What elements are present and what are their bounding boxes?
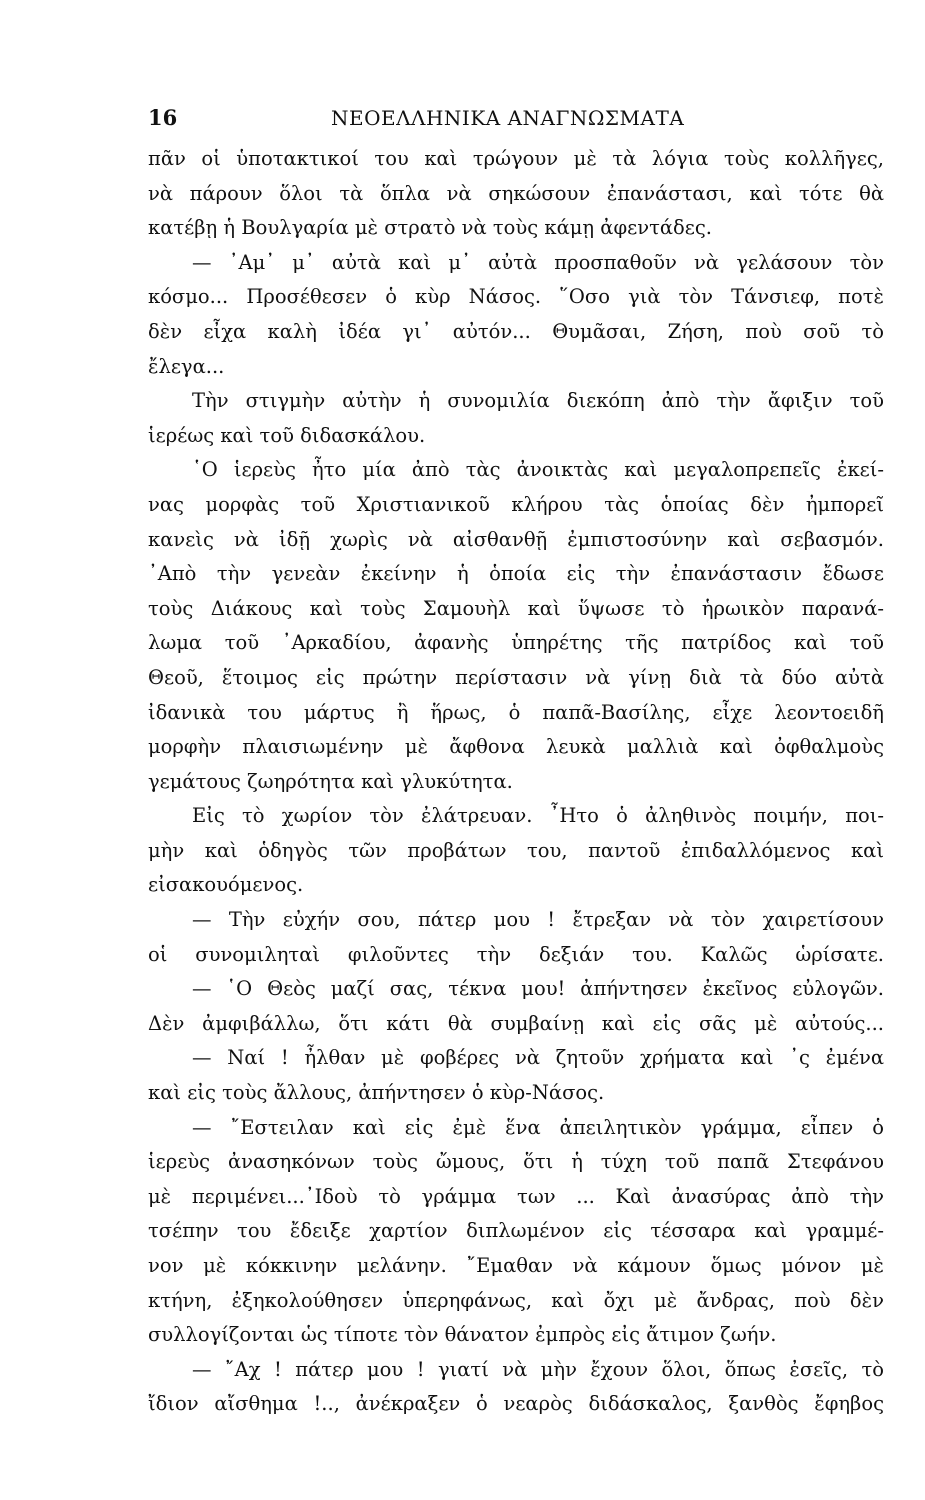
text-line: κόσμο... Προσέθεσεν ὁ κὺρ Νάσος. ῞Οσο γιὰ τὸν Τάνσιεφ, ποτὲ — [148, 285, 884, 309]
text-line: τοὺς Διάκους καὶ τοὺς Σαμουὴλ καὶ ὕψωσε τὸ ἡρωικὸν παρανά- — [148, 596, 884, 620]
text-line: — ῎Εστειλαν καὶ εἰς ἐμὲ ἕνα ἀπειλητικὸν γράμμα, εἶπεν ὁ — [192, 1115, 884, 1139]
text-line: κατέβῃ ἡ Βουλγαρία μὲ στρατὸ νὰ τοὺς κάμῃ ἀφεντάδες. — [148, 216, 712, 240]
text-line: — ῎Αχ ! πάτερ μου ! γιατί νὰ μὴν ἔχουν ὅλοι, ὅπως ἐσεῖς, τὸ — [192, 1357, 884, 1381]
text-line: ῾Ο ἱερεὺς ἦτο μία ἀπὸ τὰς ἀνοικτὰς καὶ μεγαλοπρεπεῖς ἐκεί- — [192, 458, 884, 482]
running-header — [148, 100, 888, 136]
text-line: ᾽Απὸ τὴν γενεὰν ἐκείνην ἡ ὁποία εἰς τὴν ἐπανάστασιν ἔδωσε — [148, 562, 884, 586]
text-line: — Τὴν εὐχήν σου, πάτερ μου ! ἔτρεξαν νὰ τὸν χαιρετίσουν — [192, 908, 884, 932]
text-line: ἔλεγα... — [148, 354, 225, 378]
text-line: ἱερέως καὶ τοῦ διδασκάλου. — [148, 423, 426, 447]
text-line: δὲν εἶχα καλὴ ἰδέα γι᾽ αὐτόν... Θυμᾶσαι, Ζήση, ποὺ σοῦ τὸ — [148, 319, 884, 343]
page-number: 16 — [148, 105, 178, 130]
text-line: ἱερεὺς ἀνασηκόνων τοὺς ὤμους, ὅτι ἡ τύχη τοῦ παπᾶ Στεφάνου — [148, 1150, 884, 1174]
text-line: Εἰς τὸ χωρίον τὸν ἐλάτρευαν. ῏Ητο ὁ ἀληθινὸς ποιμήν, ποι- — [192, 804, 884, 828]
text-line: μὴν καὶ ὁδηγὸς τῶν προβάτων του, παντοῦ ἐπιδαλλόμενος καὶ — [148, 838, 884, 862]
text-line: εἰσακουόμενος. — [148, 873, 304, 897]
text-line: τσέπην του ἔδειξε χαρτίον διπλωμένον εἰς τέσσαρα καὶ γραμμέ- — [148, 1219, 884, 1243]
text-line: κανεὶς νὰ ἰδῇ χωρὶς νὰ αἰσθανθῇ ἐμπιστοσύνην καὶ σεβασμόν. — [148, 527, 884, 551]
text-line: λωμα τοῦ ᾽Αρκαδίου, ἀφανὴς ὑπηρέτης τῆς πατρίδος καὶ τοῦ — [148, 631, 884, 655]
text-line: Θεοῦ, ἕτοιμος εἰς πρώτην περίστασιν νὰ γίνῃ διὰ τὰ δύο αὐτὰ — [148, 665, 884, 689]
text-line: συλλογίζονται ὡς τίποτε τὸν θάνατον ἐμπρὸς εἰς ἄτιμον ζωήν. — [148, 1323, 777, 1347]
text-line: — ῾Ο Θεὸς μαζί σας, τέκνα μου! ἀπήντησεν ἐκεῖνος εὐλογῶν. — [192, 977, 884, 1001]
text-line: οἱ συνομιληταὶ φιλοῦντες τὴν δεξιάν του. Καλῶς ὡρίσατε. — [148, 942, 884, 966]
text-line: Τὴν στιγμὴν αὐτὴν ἡ συνομιλία διεκόπη ἀπὸ τὴν ἄφιξιν τοῦ — [192, 389, 884, 413]
text-line: πᾶν οἱ ὑποτακτικοί του καὶ τρώγουν μὲ τὰ λόγια τοὺς κολλῆγες, — [148, 147, 884, 170]
text-line: μορφὴν πλαισιωμένην μὲ ἄφθονα λευκὰ μαλλιὰ καὶ ὀφθαλμοὺς — [148, 735, 884, 759]
text-line: κτήνη, ἐξηκολούθησεν ὑπερηφάνως, καὶ ὄχι μὲ ἄνδρας, ποὺ δὲν — [148, 1288, 884, 1312]
text-line: νον μὲ κόκκινην μελάνην. ῎Εμαθαν νὰ κάμουν ὅμως μόνον μὲ — [148, 1254, 884, 1277]
text-line: — ᾽Αμ᾽ μ᾽ αὐτὰ καὶ μ᾽ αὐτὰ προσπαθοῦν νὰ γελάσουν τὸν — [192, 250, 884, 274]
text-line: νας μορφὰς τοῦ Χριστιανικοῦ κλήρου τὰς ὁποίας δὲν ἠμπορεῖ — [148, 492, 884, 516]
body-text — [148, 142, 884, 1422]
text-line: ἴδιον αἴσθημα !.., ἀνέκραξεν ὁ νεαρὸς διδάσκαλος, ξανθὸς ἔφηβος — [148, 1392, 884, 1416]
text-line: — Ναί ! ἦλθαν μὲ φοβέρες νὰ ζητοῦν χρήματα καὶ ᾽ς ἐμένα — [192, 1046, 884, 1070]
text-line: καὶ εἰς τοὺς ἄλλους, ἀπήντησεν ὁ κὺρ-Νάσος. — [148, 1081, 605, 1105]
text-line: μὲ περιμένει...᾽Ιδοὺ τὸ γράμμα των ... Καὶ ἀνασύρας ἀπὸ τὴν — [148, 1184, 884, 1208]
text-line: Δὲν ἀμφιβάλλω, ὅτι κάτι θὰ συμβαίνῃ καὶ εἰς σᾶς μὲ αὐτούς... — [148, 1011, 884, 1035]
running-title: ΝΕΟΕΛΛΗΝΙΚΑ ΑΝΑΓΝΩΣΜΑΤΑ — [331, 106, 685, 130]
text-line: γεμάτους ζωηρότητα καὶ γλυκύτητα. — [148, 769, 513, 793]
text-line: ἰδανικὰ του μάρτυς ἢ ἥρως, ὁ παπᾶ-Βασίλης, εἶχε λεοντοειδῆ — [148, 700, 884, 724]
text-line: νὰ πάρουν ὅλοι τὰ ὅπλα νὰ σηκώσουν ἐπανάστασι, καὶ τότε θὰ — [148, 181, 884, 205]
